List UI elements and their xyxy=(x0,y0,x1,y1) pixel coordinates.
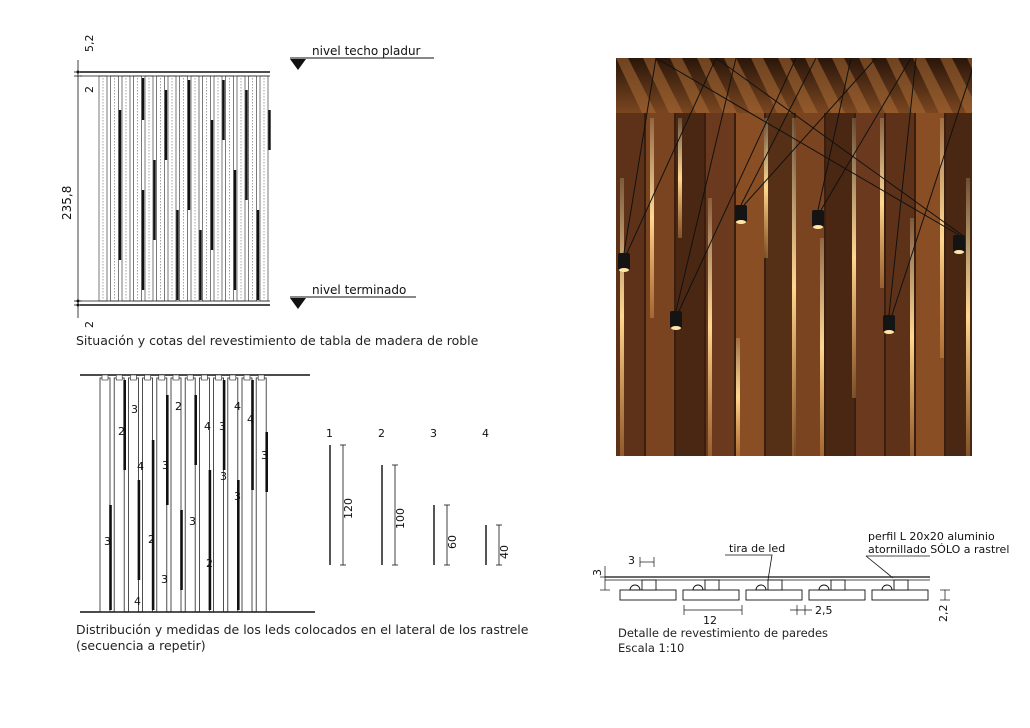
pendant-lamp-icon xyxy=(735,205,747,222)
distribution-strip-number: 2 xyxy=(175,400,182,413)
photo-wood-panel xyxy=(916,113,944,456)
wood-wall-lighting-photo xyxy=(616,58,972,456)
photo-light-slit xyxy=(880,118,884,288)
dim-3-side: 3 xyxy=(591,569,604,576)
pendant-lamp-glow xyxy=(954,250,964,254)
distribution-board xyxy=(171,378,181,612)
detail-profile xyxy=(831,580,845,590)
distribution-strip-number: 3 xyxy=(220,470,227,483)
pendant-lamp-glow xyxy=(671,326,681,330)
dim-2-5: 2,5 xyxy=(815,604,833,617)
distribution-strip-number: 2 xyxy=(118,425,125,438)
detail-led-icon xyxy=(693,585,703,590)
pendant-lamp-glow xyxy=(619,268,629,272)
distribution-strip-number: 3 xyxy=(234,490,241,503)
photo-light-slit xyxy=(852,118,856,398)
dim-12: 12 xyxy=(703,614,717,627)
detail-label-profile-2: atornillado SÓLO a rastrel xyxy=(868,543,1010,556)
distribution-board xyxy=(199,378,209,612)
elevation-label-floor: nivel terminado xyxy=(312,283,407,297)
dim-2-2: 2,2 xyxy=(937,604,950,622)
distribution-strip-number: 3 xyxy=(189,515,196,528)
detail-label-led: tira de led xyxy=(729,542,786,555)
detail-led-icon xyxy=(882,585,892,590)
legend-length: 60 xyxy=(446,535,459,549)
elevation-caption: Situación y cotas del revestimiento de tabla de madera de roble xyxy=(76,333,479,348)
distribution-board-cap xyxy=(258,375,264,380)
distribution-strip-number: 4 xyxy=(134,595,141,608)
photo-light-slit xyxy=(792,118,796,456)
distribution-strip-number: 2 xyxy=(148,533,155,546)
pendant-lamp-icon xyxy=(883,315,895,332)
detail-profile xyxy=(768,580,782,590)
distribution-caption-line2: (secuencia a repetir) xyxy=(76,638,206,653)
pendant-lamp-icon xyxy=(618,253,630,270)
detail-batten xyxy=(746,590,802,600)
distribution-board-cap xyxy=(244,375,250,380)
photo-light-slit xyxy=(708,198,712,456)
distribution-strip-number: 3 xyxy=(104,535,111,548)
pendant-lamp-icon xyxy=(953,235,965,252)
distribution-strip-number: 4 xyxy=(234,400,241,413)
ceiling-level-marker-icon xyxy=(290,59,306,70)
photo-light-slit xyxy=(736,338,740,456)
distribution-board xyxy=(214,378,224,612)
distribution-strip-number: 3 xyxy=(219,420,226,433)
detail-profile xyxy=(705,580,719,590)
elevation-label-ceiling: nivel techo pladur xyxy=(312,44,421,58)
distribution-strip-number: 3 xyxy=(131,403,138,416)
distribution-board-cap xyxy=(130,375,136,380)
pendant-lamp-glow xyxy=(813,225,823,229)
floor-level-marker-icon xyxy=(290,298,306,309)
detail-profile xyxy=(894,580,908,590)
dim-top: 5,2 xyxy=(83,34,96,52)
led-distribution-drawing xyxy=(80,375,315,612)
photo-wood-panel xyxy=(796,113,824,456)
distribution-strip-number: 3 xyxy=(261,449,268,462)
pendant-lamp-glow xyxy=(884,330,894,334)
photo-wood-panel xyxy=(736,113,764,456)
photo-light-slit xyxy=(940,118,944,358)
pendant-lamp-icon xyxy=(812,210,824,227)
detail-batten xyxy=(683,590,739,600)
wall-section-detail xyxy=(591,530,1009,627)
distribution-board-cap xyxy=(173,375,179,380)
distribution-caption-line1: Distribución y medidas de los leds colocados en el lateral de los rastrele xyxy=(76,622,529,637)
photo-light-slit xyxy=(820,238,824,456)
photo-wood-panel xyxy=(856,113,884,456)
led-length-legend xyxy=(326,427,511,565)
legend-id: 4 xyxy=(482,427,489,440)
distribution-strip-number: 3 xyxy=(162,459,169,472)
distribution-board xyxy=(143,378,153,612)
detail-batten xyxy=(809,590,865,600)
legend-length: 40 xyxy=(498,545,511,559)
detail-led-icon xyxy=(756,585,766,590)
distribution-board-cap xyxy=(159,375,165,380)
detail-label-profile-1: perfil L 20x20 aluminio xyxy=(868,530,995,543)
photo-wood-panel xyxy=(826,113,854,456)
distribution-board-cap xyxy=(145,375,151,380)
distribution-board xyxy=(100,378,110,612)
distribution-board-cap xyxy=(116,375,122,380)
photo-light-slit xyxy=(650,118,654,318)
distribution-strip-number: 2 xyxy=(206,557,213,570)
distribution-board-cap xyxy=(201,375,207,380)
distribution-strip-number: 3 xyxy=(161,573,168,586)
distribution-board-cap xyxy=(187,375,193,380)
dim-3-top: 3 xyxy=(628,554,635,567)
photo-light-slit xyxy=(620,178,624,456)
distribution-strip-number: 4 xyxy=(137,460,144,473)
distribution-strip-number: 4 xyxy=(247,413,254,426)
detail-batten xyxy=(872,590,928,600)
distribution-board xyxy=(114,378,124,612)
detail-led-icon xyxy=(819,585,829,590)
detail-led-icon xyxy=(630,585,640,590)
legend-id: 1 xyxy=(326,427,333,440)
elevation-drawing xyxy=(60,35,434,329)
pendant-lamp-glow xyxy=(736,220,746,224)
dim-top-gap: 2 xyxy=(83,86,96,93)
detail-profile xyxy=(642,580,656,590)
distribution-board-cap xyxy=(102,375,108,380)
legend-id: 2 xyxy=(378,427,385,440)
photo-wood-panel xyxy=(886,113,914,456)
distribution-board-cap xyxy=(230,375,236,380)
legend-id: 3 xyxy=(430,427,437,440)
detail-caption-line2: Escala 1:10 xyxy=(618,641,685,655)
dim-bottom: 2 xyxy=(83,321,96,328)
pendant-lamp-icon xyxy=(670,311,682,328)
distribution-strip-number: 4 xyxy=(204,420,211,433)
legend-length: 100 xyxy=(394,508,407,529)
detail-batten xyxy=(620,590,676,600)
dim-height: 235,8 xyxy=(60,185,74,220)
distribution-board xyxy=(185,378,195,612)
distribution-board xyxy=(256,378,266,612)
detail-caption-line1: Detalle de revestimiento de paredes xyxy=(618,626,829,640)
distribution-board-cap xyxy=(216,375,222,380)
legend-length: 120 xyxy=(342,498,355,519)
photo-light-slit xyxy=(764,118,768,258)
photo-light-slit xyxy=(966,178,970,456)
